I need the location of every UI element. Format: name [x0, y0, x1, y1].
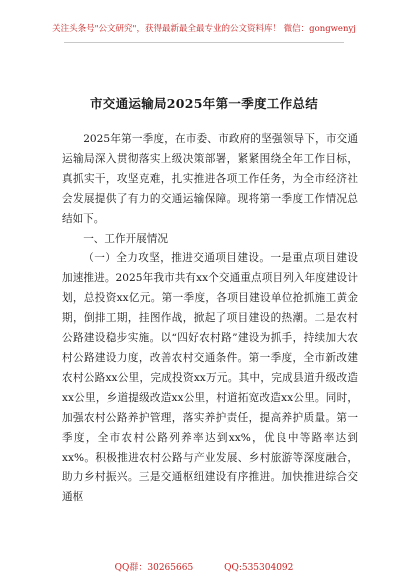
- header-banner: 关注头条号"公文研究"，获得最新最全最专业的公文资料库！ 微信：gongwenyj: [52, 24, 356, 34]
- intro-paragraph: 2025年第一季度，在市委、市政府的坚强领导下，市交通运输局深入贯彻落实上级决策部署，紧紧围绕全年工作目标，真抓实干，攻坚克难，扎实推进各项工作任务，为全市经济社会发展提供了有力的交通运输保障。现将第一季度工作情况总结如下。: [62, 133, 358, 225]
- header-divider: [64, 42, 344, 43]
- footer-qq-number: QQ:535304092: [224, 563, 294, 573]
- body-paragraph: （一）全力攻坚，推进交通项目建设。一是重点项目建设加速推进。2025年我市共有xx个交通重点项目列入年度建设计划，总投资xx亿元。第一季度，各项目建设单位抢抓施工黄金期，倒排工期，挂图作战，掀起了项目建设的热潮。二是农村公路建设稳步实施。以“四好农村路”建设为抓手，持续加大农村公路建设力度，改善农村交通条件。第一季度，全市新改建农村公路xx公里，完成投资xx万元。其中，完成县道升级改造xx公里，乡道提级改造xx公里，村道拓宽改造xx公里。同时，加强农村公路养护管理，落实养护责任，提高养护质量。第一季度，全市农村公路列养率达到xx%，优良中等路率达到xx%。积极推进农村公路与产业发展、乡村旅游等深度融合，助力乡村振兴。三是交通枢纽建设有序推进。加快推进综合交通枢: [62, 252, 358, 504]
- footer-qq-group: QQ群：30265665: [114, 563, 194, 573]
- document-body: [62, 130, 358, 508]
- document-title: 市交通运输局2025年第一季度工作总结: [90, 96, 318, 111]
- footer-contact: [0, 560, 408, 573]
- section-heading: 一、工作开展情况: [83, 232, 168, 245]
